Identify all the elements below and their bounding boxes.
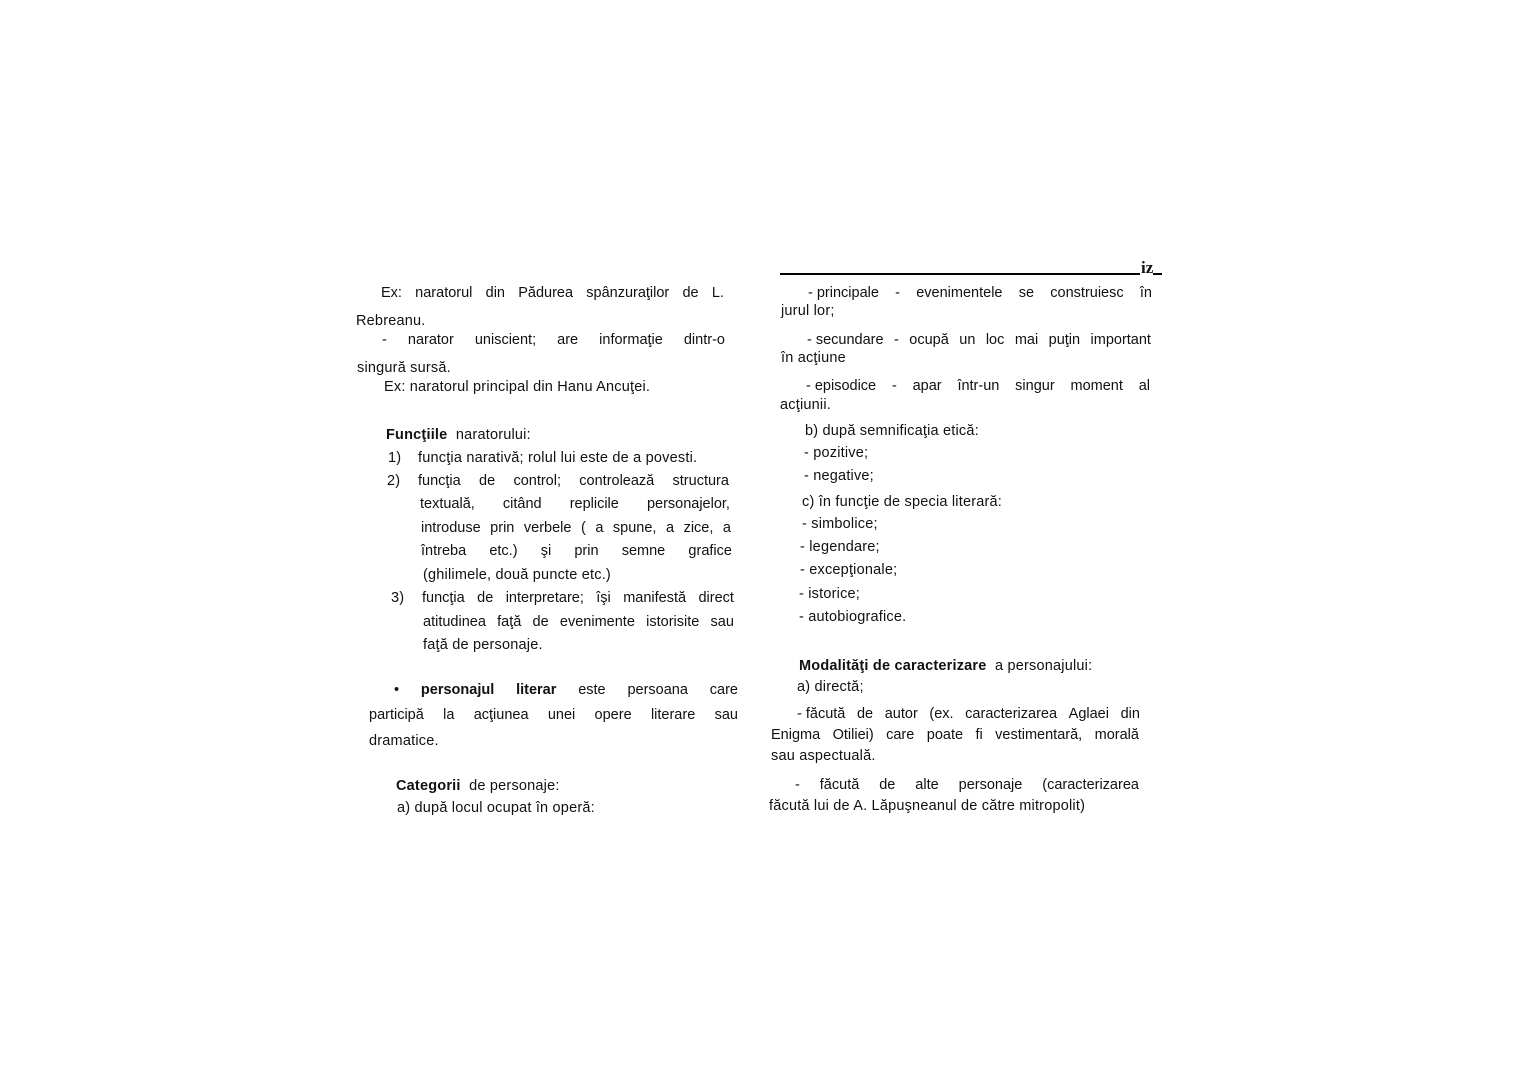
personaj-definition-cont — [369, 708, 738, 723]
word: dintr-o — [683, 332, 725, 348]
word: de — [532, 614, 549, 630]
word: într-un — [957, 378, 1000, 394]
word: verbele — [523, 520, 572, 536]
personaj-definition-line — [394, 683, 738, 698]
word: - — [795, 777, 800, 793]
word: morală — [1094, 727, 1139, 743]
word: persoana — [627, 682, 688, 698]
header-rule — [780, 273, 1140, 275]
word: are — [557, 332, 579, 348]
word: (caracterizarea — [1042, 777, 1139, 793]
example-line-2: Ex: naratorul principal din Hanu Ancuţei. — [384, 379, 651, 395]
word: evenimente — [559, 614, 635, 630]
word: de — [879, 777, 896, 793]
word: - făcută — [797, 706, 846, 722]
word: opere — [594, 707, 632, 723]
category-c-item: - legendare; — [800, 539, 880, 555]
word: control; — [513, 473, 561, 489]
word: unei — [547, 707, 576, 723]
word: Otiliei) — [832, 727, 874, 743]
category-c-item: - autobiografice. — [799, 609, 907, 625]
word: a — [595, 520, 604, 536]
list-item-cont — [420, 497, 730, 512]
alte-personaje-cont: făcută lui de A. Lăpuşneanul de către mitropolit) — [769, 798, 1086, 814]
word: singur — [1015, 378, 1055, 394]
word: istorisite — [646, 614, 700, 630]
category-c: c) în funcţie de specia literară: — [802, 494, 1003, 510]
word: evenimentele — [916, 285, 1003, 301]
word: - — [891, 378, 897, 394]
category-c-item: - simbolice; — [802, 516, 878, 532]
modalitati-heading — [799, 659, 1092, 674]
list-item-cont — [421, 521, 731, 536]
word: literare — [650, 707, 696, 723]
word: de — [682, 285, 699, 301]
word: spune, — [612, 520, 657, 536]
word: poate — [926, 727, 964, 743]
word: - principale — [808, 285, 879, 301]
word: informaţie — [599, 332, 663, 348]
word: personajelor, — [646, 496, 730, 512]
word: prin — [490, 520, 515, 536]
list-item-cont: faţă de personaje. — [423, 637, 543, 653]
principale-cont: jurul lor; — [781, 303, 835, 319]
word: funcţia — [422, 590, 465, 606]
word: Aglaei — [1068, 706, 1109, 722]
word: sau — [710, 614, 734, 630]
list-item-cont — [423, 615, 734, 630]
word: - episodice — [806, 378, 877, 394]
list-item — [422, 591, 734, 606]
word: sau — [714, 707, 738, 723]
category-c-item: - excepţionale; — [800, 562, 898, 578]
word: important — [1090, 332, 1151, 348]
list-number: 2) — [387, 473, 401, 489]
word: moment — [1070, 378, 1123, 394]
word: este — [578, 682, 606, 698]
alte-personaje-line — [795, 778, 1139, 793]
word: Pădurea — [518, 285, 574, 301]
word: un — [959, 332, 976, 348]
word: mai — [1014, 332, 1039, 348]
word: din — [1120, 706, 1140, 722]
word: semne — [621, 543, 666, 559]
word: de — [477, 590, 494, 606]
modalitati-heading-rest: a personajului: — [995, 658, 1093, 674]
word: făcută — [819, 777, 860, 793]
functions-heading — [386, 428, 531, 443]
word: naratorul — [415, 285, 473, 301]
episodice-cont: acţiunii. — [780, 397, 831, 413]
word: se — [1018, 285, 1035, 301]
category-b: b) după semnificaţia etică: — [805, 423, 979, 439]
word: - — [895, 285, 900, 301]
word: faţă — [497, 614, 522, 630]
word: spânzuraţilor — [586, 285, 670, 301]
example-line — [381, 286, 724, 301]
word: vestimentară, — [995, 727, 1083, 743]
word: îşi — [596, 590, 611, 606]
word: narator — [407, 332, 454, 348]
categories-heading-bold: Categorii — [396, 778, 461, 794]
word: şi — [540, 543, 552, 559]
word: uniscient; — [474, 332, 537, 348]
word: introduse — [421, 520, 481, 536]
word: manifestă — [623, 590, 687, 606]
word: din — [485, 285, 505, 301]
list-number: 1) — [388, 450, 402, 466]
word: care — [886, 727, 915, 743]
secundare-line — [807, 333, 1151, 348]
word: (ex. — [929, 706, 954, 722]
list-item: funcţia narativă; rolul lui este de a povesti. — [418, 450, 698, 466]
word: replicile — [569, 496, 619, 512]
word: controlează — [579, 473, 655, 489]
list-number: 3) — [391, 590, 405, 606]
list-item — [418, 474, 729, 489]
word: întreba — [421, 543, 467, 559]
word: textuală, — [420, 496, 475, 512]
category-a: a) după locul ocupat în operă: — [397, 800, 595, 816]
word: autor — [884, 706, 918, 722]
word: a — [722, 520, 731, 536]
page-header-mark: iz — [1141, 258, 1154, 277]
categories-heading — [396, 779, 560, 794]
autor-cont: sau aspectuală. — [771, 748, 876, 764]
word: a — [665, 520, 675, 536]
functions-heading-rest: naratorului: — [455, 427, 531, 443]
word: de — [856, 706, 874, 722]
word: personaje — [958, 777, 1023, 793]
word: în — [1139, 285, 1152, 301]
personaj-definition-cont: dramatice. — [369, 733, 439, 749]
uniscient-line-cont: singură sursă. — [357, 360, 451, 376]
word: structura — [672, 473, 729, 489]
word: ( — [580, 520, 586, 536]
example-line-cont: Rebreanu. — [356, 313, 426, 329]
word: construiesc — [1050, 285, 1124, 301]
header-underscore — [1153, 273, 1162, 275]
modalitati-heading-bold: Modalităţi de caracterizare — [799, 658, 987, 674]
uniscient-line — [382, 333, 725, 348]
word: zice, — [683, 520, 714, 536]
word: apar — [912, 378, 942, 394]
word: ocupă — [909, 332, 949, 348]
word: funcţia — [418, 473, 461, 489]
word: Enigma — [771, 727, 821, 743]
modalitati-a: a) directă; — [797, 679, 864, 695]
secundare-cont: în acţiune — [781, 350, 846, 366]
word: prin — [574, 543, 599, 559]
word: atitudinea — [423, 614, 486, 630]
term-bold: literar — [516, 682, 557, 698]
word: - — [382, 332, 387, 348]
autor-cont — [771, 728, 1139, 743]
word: caracterizarea — [965, 706, 1058, 722]
list-item-cont: (ghilimele, două puncte etc.) — [423, 567, 611, 583]
word: fi — [975, 727, 983, 743]
word: acţiunea — [473, 707, 529, 723]
functions-heading-bold: Funcţiile — [386, 427, 448, 443]
word: al — [1138, 378, 1150, 394]
term-bold: personajul — [420, 682, 495, 698]
word: grafice — [688, 543, 732, 559]
list-item-cont — [421, 544, 732, 559]
word: L. — [711, 285, 724, 301]
word: - secundare — [807, 332, 884, 348]
category-b-item: - pozitive; — [804, 445, 869, 461]
word: care — [709, 682, 738, 698]
word: citând — [502, 496, 542, 512]
autor-line — [797, 707, 1140, 722]
principale-line — [808, 286, 1152, 301]
category-c-item: - istorice; — [799, 586, 861, 602]
word: Ex: — [381, 285, 402, 301]
word: - — [894, 332, 899, 348]
word: direct — [698, 590, 734, 606]
word: alte — [915, 777, 939, 793]
word: la — [443, 707, 455, 723]
category-b-item: - negative; — [804, 468, 874, 484]
word: de — [479, 473, 496, 489]
word: interpretare; — [505, 590, 584, 606]
word: etc.) — [489, 543, 518, 559]
word: loc — [985, 332, 1005, 348]
word: participă — [369, 707, 424, 723]
bullet-icon: • — [394, 682, 400, 698]
episodice-line — [806, 379, 1150, 394]
word: puţin — [1048, 332, 1081, 348]
categories-heading-rest: de personaje: — [469, 778, 560, 794]
